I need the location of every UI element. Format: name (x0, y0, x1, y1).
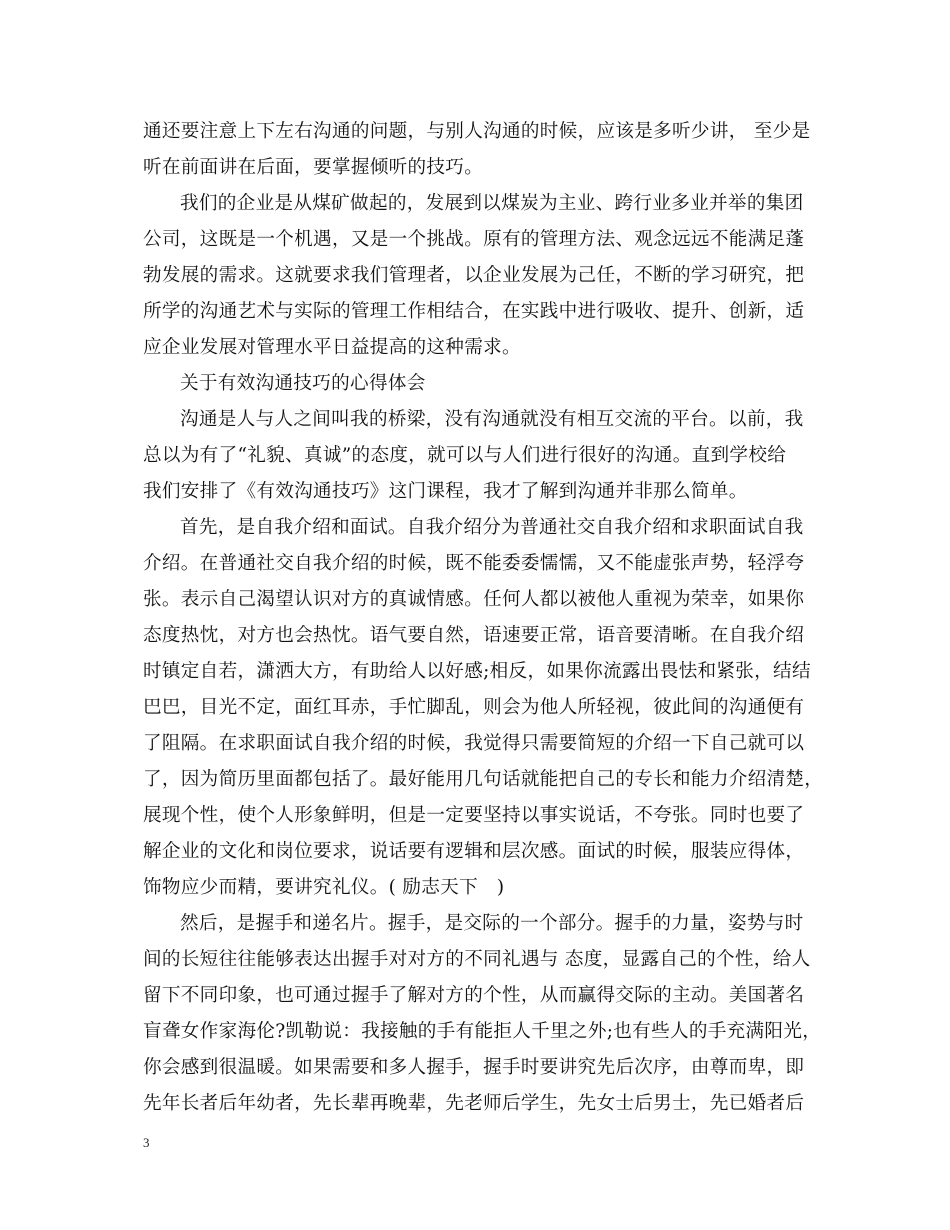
text-line: 先年长者后年幼者，先长辈再晚辈，先老师后学生，先女士后男士，先已婚者后 (143, 1093, 805, 1114)
text-line: 间的长短往往能够表达出握手对对方的不同礼遇与 态度，显露自己的个性，给人 (143, 949, 811, 970)
text-line: 态度热忱，对方也会热忱。语气要自然，语速要正常，语音要清晰。在自我介绍 (143, 625, 805, 646)
text-line: 公司，这既是一个机遇，又是一个挑战。原有的管理方法、观念远远不能满足蓬 (143, 229, 805, 250)
text-line: 了，因为简历里面都包括了。最好能用几句话就能把自己的专长和能力介绍清楚， (143, 769, 824, 790)
paragraph-first-line: 关于有效沟通技巧的心得体会 (180, 373, 426, 394)
text-line: 勃发展的需求。这就要求我们管理者，以企业发展为己任，不断的学习研究，把 (143, 265, 805, 286)
paragraph-first-line: 首先，是自我介绍和面试。自我介绍分为普通社交自我介绍和求职面试自我 (180, 517, 804, 538)
paragraph-first-line: 我们的企业是从煤矿做起的，发展到以煤炭为主业、跨行业多业并举的集团 (180, 193, 804, 214)
text-line: 盲聋女作家海伦?凯勒说：我接触的手有能拒人千里之外;也有些人的手充满阳光， (143, 1021, 822, 1042)
text-line: 饰物应少而精，要讲究礼仪。( 励志天下 ) (143, 877, 505, 898)
text-line: 留下不同印象，也可通过握手了解对方的个性，从而赢得交际的主动。美国著名 (143, 985, 805, 1006)
text-line: 解企业的文化和岗位要求，说话要有逻辑和层次感。面试的时候，服装应得体， (143, 841, 805, 862)
text-line: 我们安排了《有效沟通技巧》这门课程，我才了解到沟通并非那么简单。 (143, 481, 748, 502)
text-line: 介绍。在普通社交自我介绍的时候，既不能委委懦懦，又不能虚张声势，轻浮夸 (143, 553, 805, 574)
text-line: 张。表示自己渴望认识对方的真诚情感。任何人都以被他人重视为荣幸，如果你 (143, 589, 805, 610)
text-line: 听在前面讲在后面，要掌握倾听的技巧。 (143, 157, 484, 178)
text-line: 巴巴，目光不定，面红耳赤，手忙脚乱，则会为他人所轻视，彼此间的沟通便有 (143, 697, 805, 718)
paragraph-first-line: 沟通是人与人之间叫我的桥梁，没有沟通就没有相互交流的平台。以前，我 (180, 409, 804, 430)
text-line: 总以为有了“礼貌、真诚”的态度，就可以与人们进行很好的沟通。直到学校给 (143, 445, 787, 466)
document-body (143, 114, 824, 1122)
text-line: 通还要注意上下左右沟通的问题，与别人沟通的时候，应该是多听少讲， 至少是 (143, 121, 811, 142)
text-line: 了阻隔。在求职面试自我介绍的时候，我觉得只需要简短的介绍一下自己就可以 (143, 733, 805, 754)
text-line: 应企业发展对管理水平日益提高的这种需求。 (143, 337, 521, 358)
text-line: 时镇定自若，潇洒大方，有助给人以好感;相反，如果你流露出畏怯和紧张，结结 (143, 661, 811, 682)
text-line: 所学的沟通艺术与实际的管理工作相结合，在实践中进行吸收、提升、创新，适 (143, 301, 805, 322)
text-line: 你会感到很温暖。如果需要和多人握手，握手时要讲究先后次序，由尊而卑，即 (143, 1057, 805, 1078)
page-number: 3 (143, 1135, 150, 1150)
paragraph-first-line: 然后，是握手和递名片。握手，是交际的一个部分。握手的力量，姿势与时 (180, 913, 804, 934)
text-line: 展现个性，使个人形象鲜明，但是一定要坚持以事实说话，不夸张。同时也要了 (143, 805, 805, 826)
